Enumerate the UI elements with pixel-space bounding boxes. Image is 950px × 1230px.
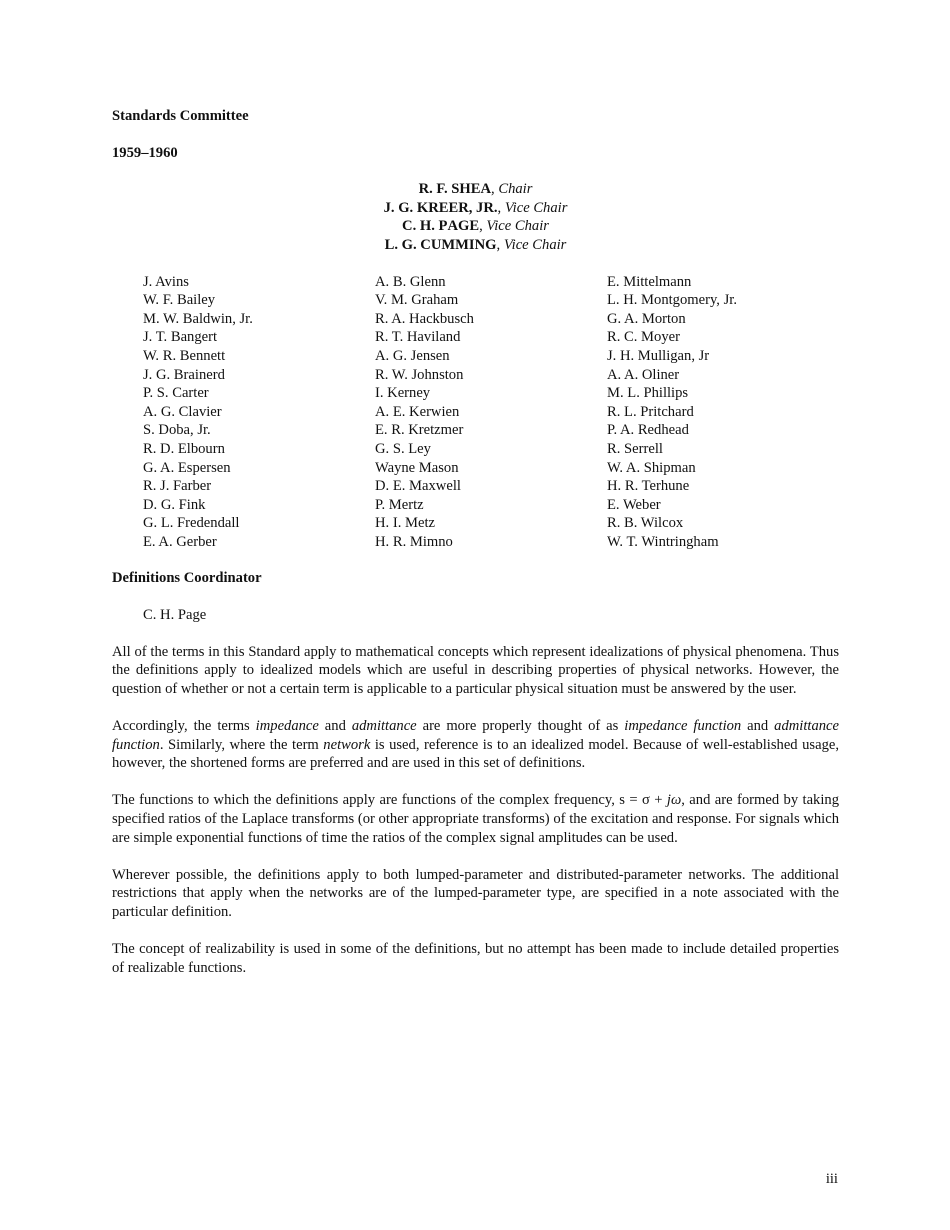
- member-name: W. A. Shipman: [607, 459, 696, 476]
- page-content: [112, 107, 839, 996]
- committee-years: 1959–1960: [112, 144, 178, 161]
- member-name: P. A. Redhead: [607, 422, 689, 439]
- member-name: J. G. Brainerd: [143, 366, 225, 383]
- member-name: R. D. Elbourn: [143, 440, 225, 457]
- member-name: R. A. Hackbusch: [375, 310, 474, 327]
- coordinator-heading: Definitions Coordinator: [112, 570, 262, 587]
- officer-chair-comma: ,: [491, 181, 495, 198]
- term-impedance-function: impedance function: [624, 718, 742, 735]
- member-name: J. T. Bangert: [143, 329, 218, 346]
- member-name: W. F. Bailey: [143, 292, 216, 309]
- member-name: H. I. Metz: [375, 515, 435, 532]
- member-name: E. Mittelmann: [607, 273, 692, 290]
- member-name: Wayne Mason: [375, 459, 459, 476]
- coordinator-name: C. H. Page: [143, 607, 207, 624]
- officer-vice-chair-2-initials: C. H. P: [402, 218, 448, 235]
- officer-chair-initials: R. F. S: [418, 181, 460, 198]
- member-name: A. G. Jensen: [375, 347, 450, 364]
- paragraph-2: [112, 717, 839, 773]
- officer-vice-chair-1-initials: J. G. K: [383, 199, 429, 216]
- member-name: I. Kerney: [375, 385, 431, 402]
- term-network: network: [323, 736, 371, 753]
- member-name: D. G. Fink: [143, 496, 206, 513]
- officer-vice-chair-1-surname: REER, JR.: [428, 199, 498, 216]
- members-column-3: [607, 273, 839, 552]
- member-name: P. Mertz: [375, 496, 424, 513]
- member-name: R. T. Haviland: [375, 329, 461, 346]
- officer-vice-chair-3-comma: ,: [496, 236, 501, 253]
- officer-vice-chair-3-surname: UMMING: [430, 236, 497, 253]
- member-name: G. L. Fredendall: [143, 515, 240, 532]
- paragraph-5: The concept of realizability is used in some of the definitions, but no attempt has been made to include detailed properties of realizable functions.: [112, 941, 839, 976]
- member-name: A. B. Glenn: [375, 273, 446, 290]
- member-name: R. C. Moyer: [607, 329, 680, 346]
- member-name: L. H. Montgomery, Jr.: [607, 292, 737, 309]
- officer-vice-chair-2-surname: AGE: [447, 218, 480, 235]
- paragraph-2-text-3: are more properly thought of as: [416, 718, 625, 735]
- members-column-1: [143, 273, 375, 552]
- officer-vice-chair-3-role: Vice Chair: [503, 236, 567, 253]
- member-name: E. R. Kretzmer: [375, 422, 464, 439]
- term-impedance: impedance: [255, 718, 319, 735]
- term-admittance-function: admittance function: [112, 718, 840, 753]
- officer-vice-chair-3-initials: L. G. C: [384, 236, 431, 253]
- member-name: R. W. Johnston: [375, 366, 464, 383]
- member-name: V. M. Graham: [375, 292, 459, 309]
- member-name: S. Doba, Jr.: [143, 422, 211, 439]
- member-name: R. J. Farber: [143, 478, 212, 495]
- paragraph-2-text-5: . Similarly, where the term: [159, 736, 324, 753]
- paragraph-4: Wherever possible, the definitions apply to both lumped-parameter and distributed-parameter networks. The additional restrictions that apply when the networks are of the lumped-parameter type, are specified in a note associated with the particular definition.: [112, 866, 839, 920]
- officer-vice-chair-1-role: Vice Chair: [504, 199, 568, 216]
- officer-vice-chair-2-role: Vice Chair: [486, 218, 549, 235]
- officer-vice-chair-2: [112, 217, 839, 236]
- member-name: W. R. Bennett: [143, 347, 226, 364]
- paragraph-3: [112, 791, 839, 847]
- paragraph-2-text-6: is used, reference is to an idealized model. Because of well-established usage, however, the shortened forms are preferred and are used in this set of definitions.: [112, 736, 839, 772]
- officer-chair-surname: HEA: [459, 181, 492, 198]
- member-name: P. S. Carter: [143, 385, 209, 402]
- member-name: E. A. Gerber: [143, 533, 217, 550]
- officer-vice-chair-2-comma: ,: [479, 218, 483, 235]
- member-name: A. A. Oliner: [607, 366, 680, 383]
- member-name: A. G. Clavier: [143, 403, 222, 420]
- officer-chair: [112, 180, 839, 199]
- officers-block: [112, 180, 839, 254]
- paragraph-3-text-1: The functions to which the definitions apply are functions of the complex frequency, s = σ +: [112, 792, 667, 809]
- paragraph-2-text-2: and: [318, 718, 352, 735]
- members-column-2: [375, 273, 607, 552]
- officer-vice-chair-1-comma: ,: [497, 199, 502, 216]
- member-name: A. E. Kerwien: [375, 403, 460, 420]
- member-name: D. E. Maxwell: [375, 478, 461, 495]
- member-name: G. A. Morton: [607, 310, 686, 327]
- member-name: W. T. Wintringham: [607, 533, 719, 550]
- page-number: iii: [825, 1171, 838, 1187]
- member-name: M. L. Phillips: [607, 385, 689, 402]
- term-admittance: admittance: [351, 718, 417, 735]
- officer-vice-chair-3: [112, 236, 839, 255]
- officer-chair-role: Chair: [498, 181, 533, 198]
- member-name: J. Avins: [143, 273, 189, 290]
- paragraph-1: All of the terms in this Standard apply to mathematical concepts which represent idealizations of physical phenomena. Thus the definitions apply to idealized models which are useful in describing properties of physical networks. However, the question of whether or not a certain term is applicable to a particular physical situation must be answered by the user.: [112, 643, 839, 697]
- term-j-omega: jω: [666, 792, 682, 809]
- member-name: E. Weber: [607, 496, 661, 513]
- paragraph-3-text-2: , and are formed by taking specified ratios of the Laplace transforms (or other appropriate transforms) of the excitation and response. For signals which are simple exponential functions of time the ratios of the complex signal amplitudes can be used.: [112, 792, 839, 846]
- member-name: R. Serrell: [607, 440, 663, 457]
- committee-heading: Standards Committee: [112, 108, 249, 124]
- member-name: J. H. Mulligan, Jr: [607, 347, 710, 364]
- member-name: G. A. Espersen: [143, 459, 231, 476]
- member-name: R. B. Wilcox: [607, 515, 684, 532]
- members-list: [112, 273, 839, 552]
- member-name: H. R. Terhune: [607, 478, 690, 495]
- paragraph-2-text-1: Accordingly, the terms: [112, 718, 256, 735]
- member-name: R. L. Pritchard: [607, 403, 694, 420]
- member-name: M. W. Baldwin, Jr.: [143, 310, 253, 327]
- paragraph-2-text-4: and: [741, 718, 775, 735]
- officer-vice-chair-1: [112, 199, 839, 218]
- member-name: G. S. Ley: [375, 440, 431, 457]
- member-name: H. R. Mimno: [375, 533, 453, 550]
